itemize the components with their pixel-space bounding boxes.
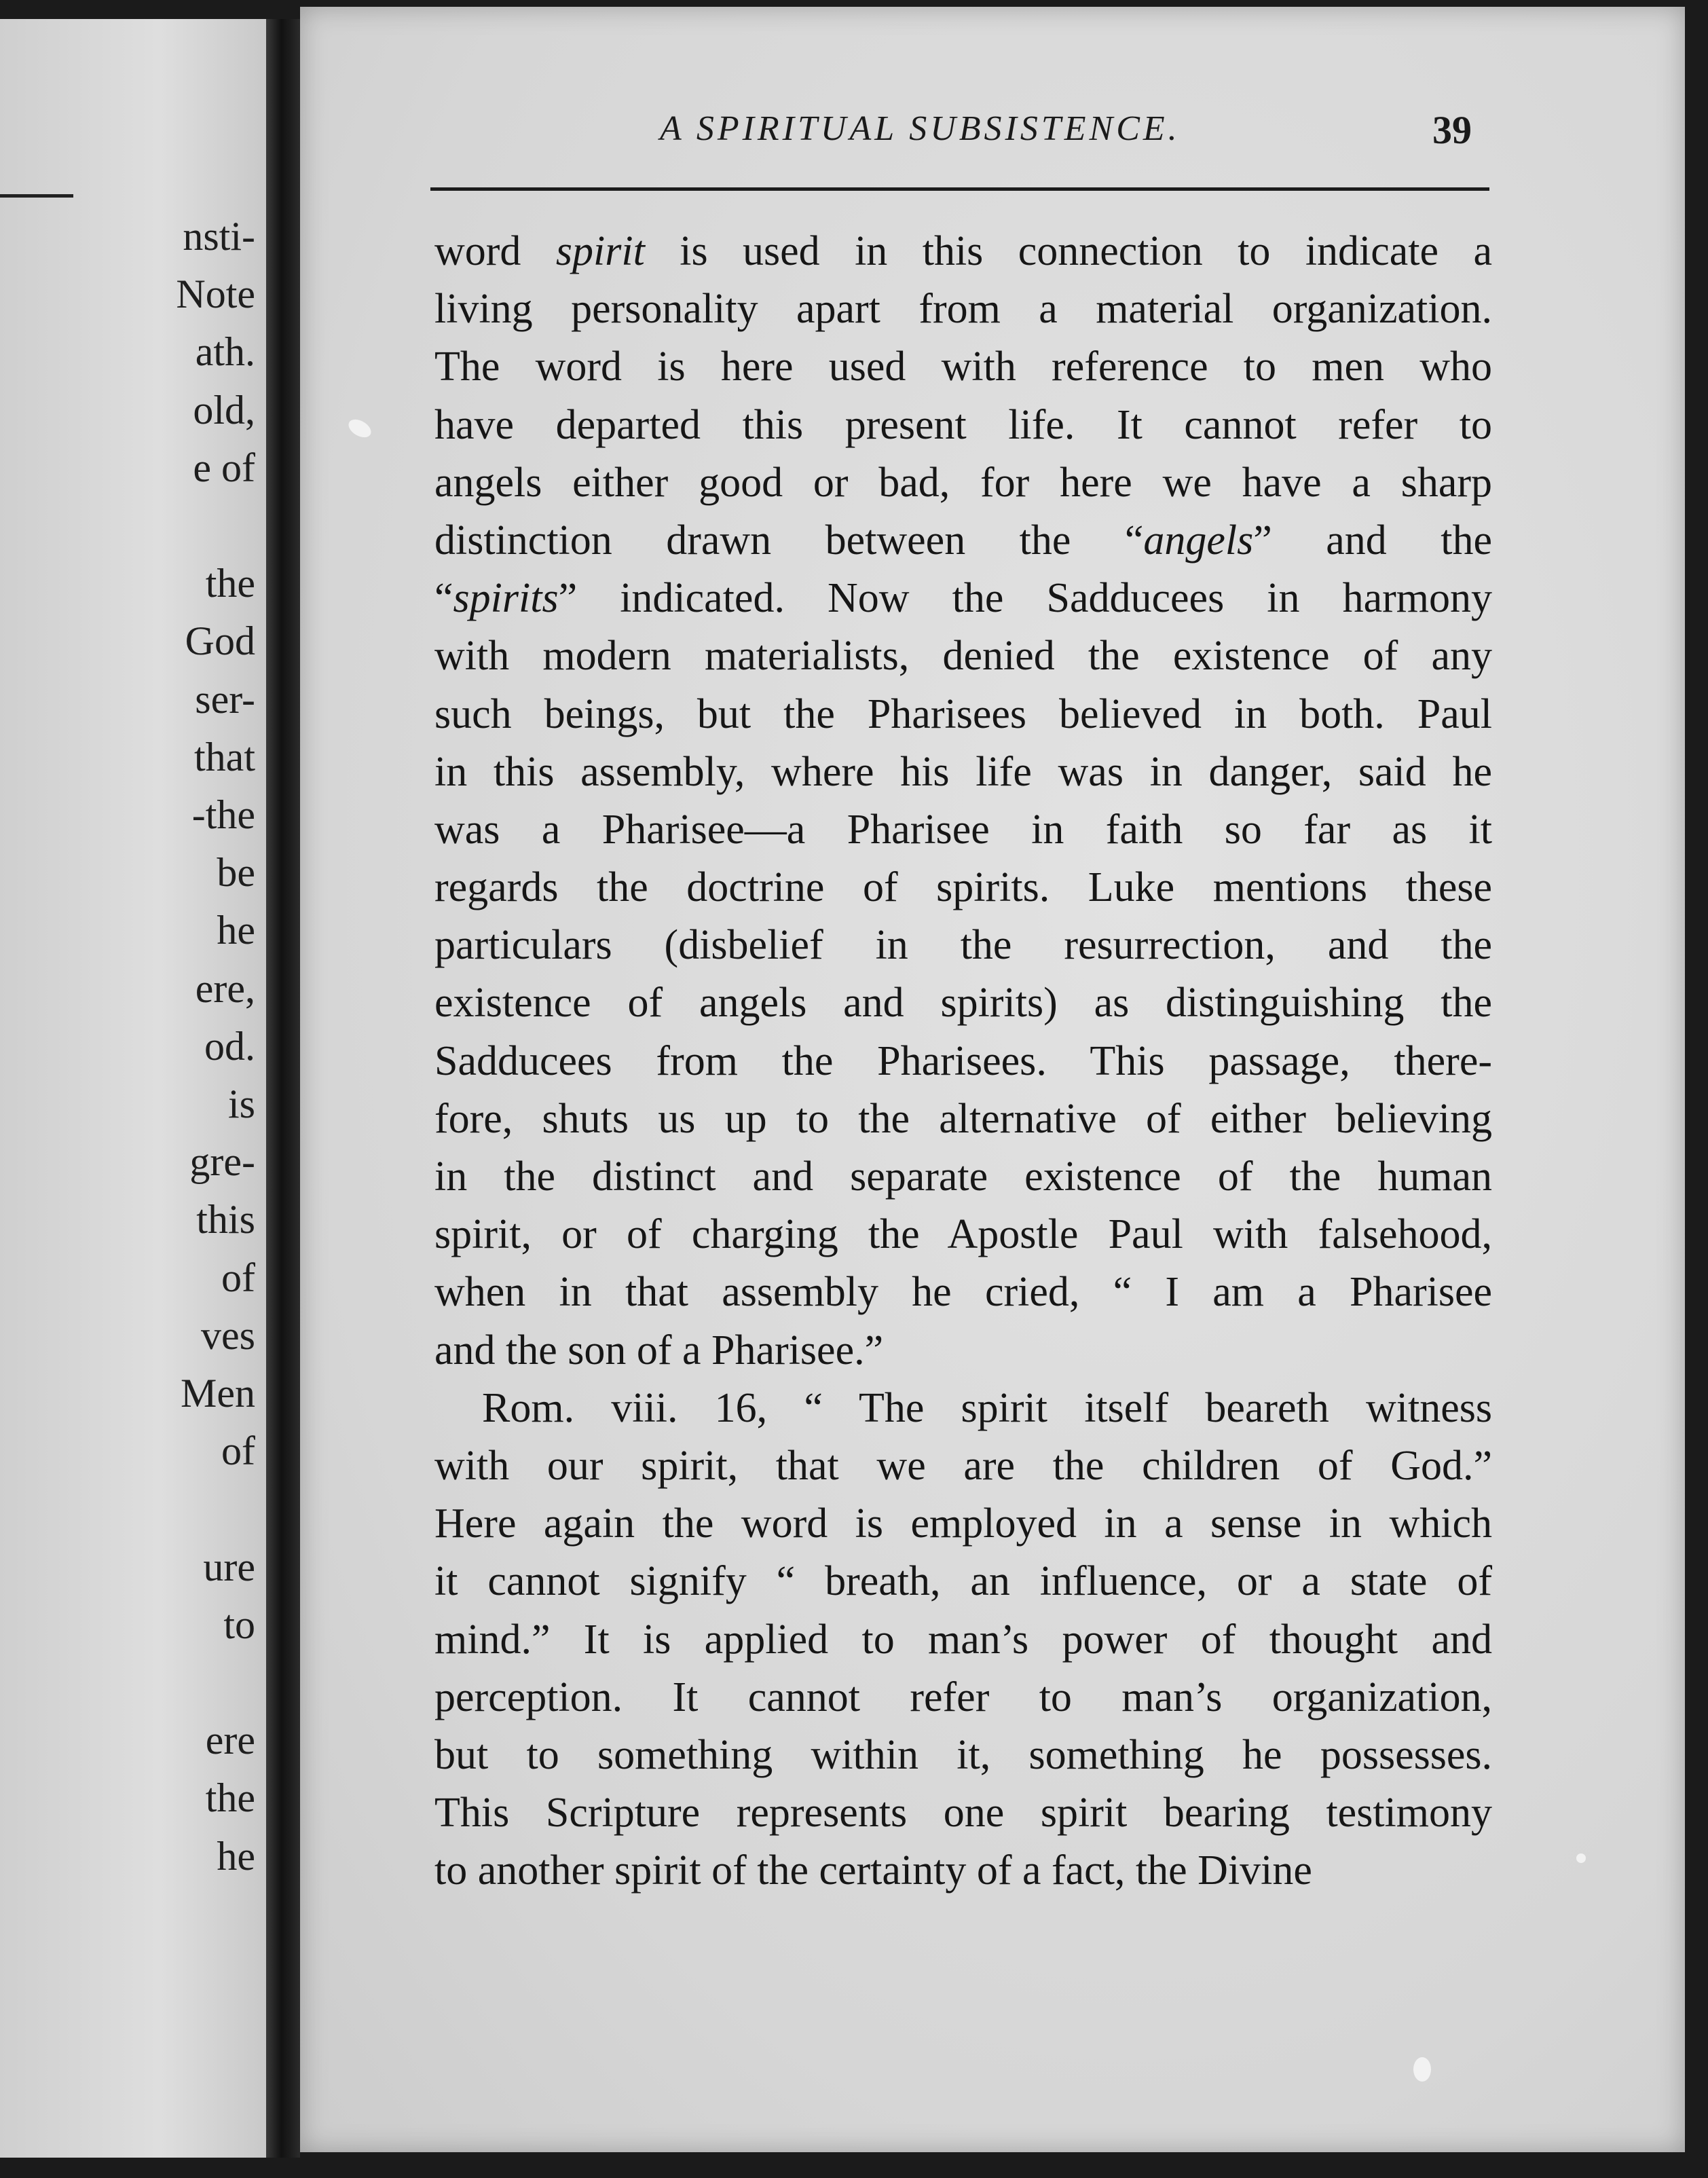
text-segment: spirit, or of charging the Apostle Paul with falsehood,: [434, 1211, 1492, 1258]
italic-word: angels: [1143, 517, 1254, 564]
text-line: [434, 801, 1492, 859]
previous-page-line-fragment: God: [185, 619, 255, 664]
text-line: [434, 570, 1492, 627]
previous-page-line-fragment: this: [196, 1197, 255, 1242]
text-line: [434, 1553, 1492, 1610]
text-segment: in the distinct and separate existence of the human: [434, 1153, 1492, 1200]
text-segment: This Scripture represents one spirit bearing testimony: [434, 1790, 1492, 1836]
text-line: [434, 1842, 1492, 1900]
previous-page-line-fragment: the: [205, 1775, 255, 1821]
text-line: [434, 1437, 1492, 1495]
previous-page-line-fragment: Note: [176, 272, 255, 317]
previous-page: [0, 19, 266, 2158]
text-line: [434, 859, 1492, 917]
text-line: [434, 627, 1492, 685]
text-segment: is used in this connection to indicate a: [644, 228, 1493, 274]
text-line: [434, 512, 1492, 570]
previous-page-line-fragment: to: [223, 1602, 255, 1647]
text-line: [434, 1263, 1492, 1321]
book-binding-gutter: [266, 19, 300, 2158]
previous-page-line-fragment: od.: [204, 1023, 255, 1069]
text-segment: Sadducees from the Pharisees. This passage, there-: [434, 1037, 1492, 1084]
text-line: [434, 1784, 1492, 1842]
previous-page-line-fragment: e of: [193, 445, 255, 490]
text-segment: perception. It cannot refer to man’s organization,: [434, 1674, 1492, 1720]
text-line: [434, 974, 1492, 1032]
text-segment: in this assembly, where his life was in danger, said he: [434, 748, 1492, 795]
previous-page-line-fragment: of: [221, 1255, 255, 1300]
paper-speck: [346, 416, 374, 441]
previous-page-line-fragment: nsti-: [183, 214, 255, 259]
previous-page-line-fragment: ere: [205, 1718, 255, 1763]
text-segment: fore, shuts us up to the alternative of either believing: [434, 1095, 1492, 1142]
text-segment: was a Pharisee—a Pharisee in faith so far as it: [434, 806, 1492, 853]
text-segment: and the son of a Pharisee.”: [434, 1327, 884, 1373]
text-line: [434, 223, 1492, 280]
previous-page-line-fragment: he: [217, 908, 255, 953]
text-segment: ” indicated. Now the Sadducees in harmony: [558, 575, 1492, 622]
previous-page-line-fragment: that: [194, 734, 255, 779]
previous-page-line-fragment: ves: [201, 1312, 255, 1358]
previous-page-line-fragment: the: [205, 561, 255, 606]
text-segment: Rom. viii. 16, “ The spirit itself beareth witness: [482, 1384, 1492, 1431]
text-line: [434, 1206, 1492, 1263]
italic-word: spirit: [555, 228, 645, 274]
text-line: [434, 1380, 1492, 1437]
text-segment: have departed this present life. It cannot refer to: [434, 401, 1492, 448]
text-line: [434, 1611, 1492, 1669]
previous-page-line-fragment: ser-: [195, 676, 255, 722]
previous-page-line-fragment: of: [221, 1428, 255, 1474]
previous-page-line-fragment: ath.: [195, 329, 255, 375]
text-line: [434, 1090, 1492, 1148]
previous-page-line-fragment: Men: [181, 1371, 255, 1416]
page-body-text: [434, 223, 1492, 1900]
text-line: [434, 1495, 1492, 1553]
text-line: [434, 454, 1492, 512]
text-segment: living personality apart from a material organization.: [434, 286, 1492, 333]
text-line: [434, 1322, 1492, 1380]
text-segment: when in that assembly he cried, “ I am a Pharisee: [434, 1269, 1492, 1316]
text-segment: existence of angels and spirits) as distinguishing the: [434, 980, 1492, 1027]
previous-page-line-fragment: old,: [193, 387, 255, 432]
text-line: [434, 1033, 1492, 1090]
text-line: [434, 743, 1492, 801]
previous-page-line-fragment: gre-: [189, 1139, 255, 1185]
paper-speck: [1576, 1853, 1586, 1863]
previous-page-line-fragment: ere,: [195, 965, 255, 1011]
previous-page-line-fragment: -the: [191, 792, 255, 837]
text-line: [434, 917, 1492, 974]
text-line: [434, 280, 1492, 338]
text-segment: distinction drawn between the “: [434, 517, 1144, 564]
book-page: [300, 7, 1685, 2152]
previous-page-line-fragment: he: [217, 1833, 255, 1879]
text-segment: but to something within it, something he possesses.: [434, 1731, 1492, 1778]
text-segment: with our spirit, that we are the children of God.”: [434, 1442, 1492, 1489]
text-segment: it cannot signify “ breath, an influence, or a state of: [434, 1558, 1492, 1605]
text-segment: particulars (disbelief in the resurrection, and the: [434, 922, 1492, 969]
running-header-title: A SPIRITUAL SUBSISTENCE.: [660, 109, 1181, 148]
text-segment: to another spirit of the certainty of a fact, the Divine: [434, 1847, 1312, 1894]
text-segment: The word is here used with reference to men who: [434, 344, 1492, 390]
text-segment: Here again the word is employed in a sense in which: [434, 1500, 1492, 1547]
header-rule: [430, 187, 1489, 191]
italic-word: spirits: [453, 575, 559, 622]
text-line: [434, 1148, 1492, 1206]
text-segment: “: [434, 575, 453, 622]
previous-page-rule: [0, 194, 73, 198]
text-segment: with modern materialists, denied the existence of any: [434, 633, 1492, 680]
previous-page-line-fragment: ure: [203, 1544, 255, 1589]
text-line: [434, 1669, 1492, 1727]
text-segment: word: [434, 228, 556, 274]
page-number: 39: [1432, 108, 1472, 152]
text-line: [434, 686, 1492, 743]
text-line: [434, 1727, 1492, 1784]
text-line: [434, 396, 1492, 454]
text-segment: angels either good or bad, for here we have a sharp: [434, 459, 1492, 506]
previous-page-line-fragment: is: [227, 1082, 255, 1126]
text-segment: such beings, but the Pharisees believed in both. Paul: [434, 690, 1492, 737]
text-line: [434, 338, 1492, 396]
text-segment: mind.” It is applied to man’s power of thought and: [434, 1616, 1492, 1663]
previous-page-line-fragment: be: [217, 850, 255, 896]
text-segment: regards the doctrine of spirits. Luke mentions these: [434, 864, 1492, 911]
paper-speck: [1413, 2057, 1431, 2082]
text-segment: ” and the: [1253, 517, 1492, 564]
